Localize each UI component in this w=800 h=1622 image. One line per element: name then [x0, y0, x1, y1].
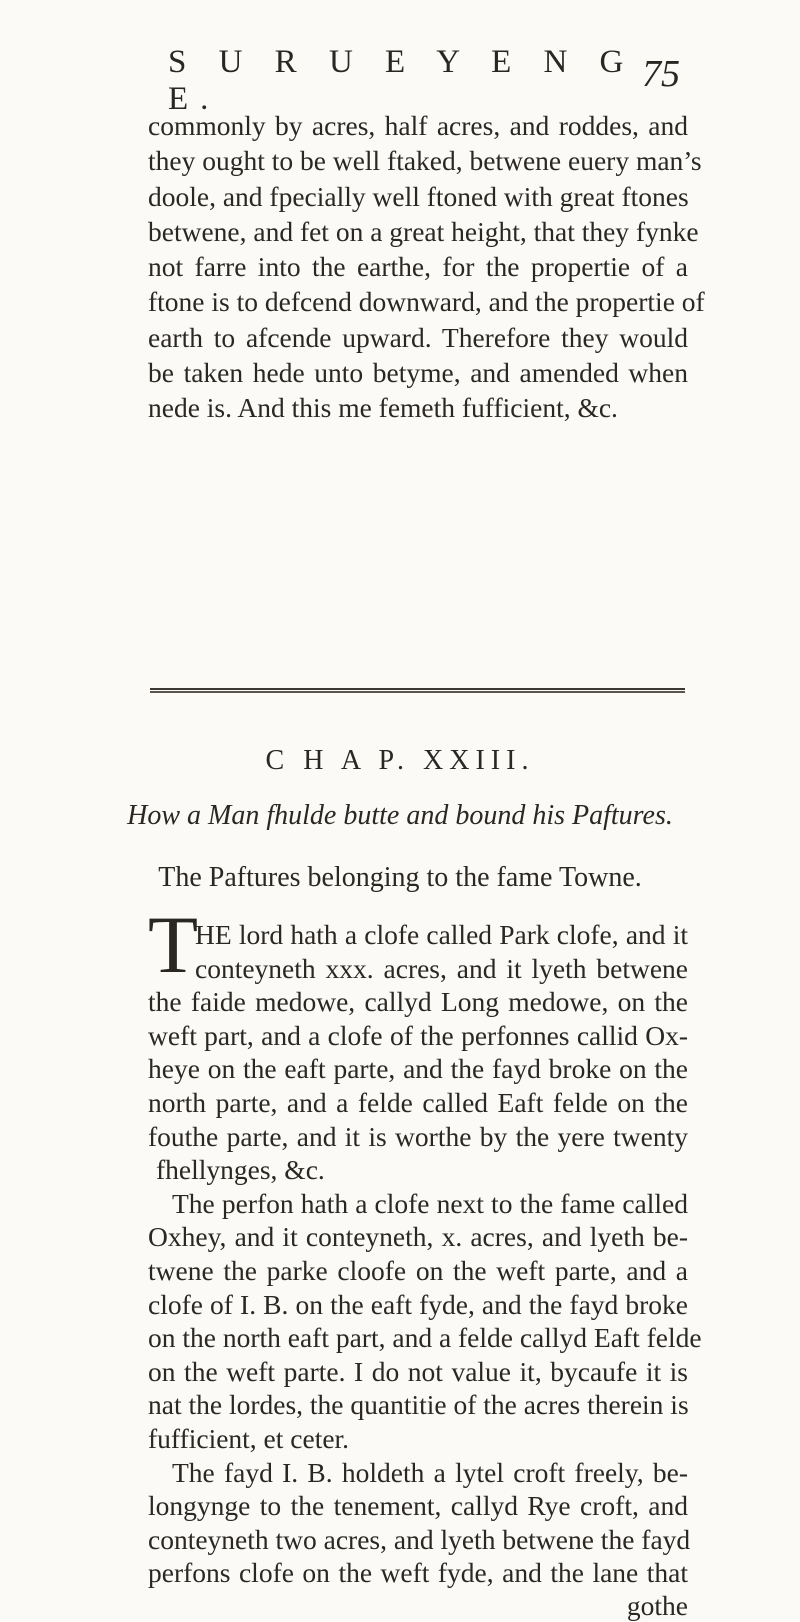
text-line: be taken hede unto betyme, and amended when [148, 357, 688, 389]
text-line: betwene, and fet on a great height, that they fynke [148, 215, 699, 247]
text-line: ftone is to defcend downward, and the propertie of [148, 286, 705, 318]
text-line: weft part, and a clofe of the perfonnes callid Ox- [148, 1019, 688, 1051]
text-line: twene the parke cloofe on the weft parte, and a [148, 1254, 688, 1286]
section-title: The Paftures belonging to the fame Towne. [158, 862, 642, 893]
catchword: gothe [626, 1590, 688, 1621]
text-line: heye on the eaft parte, and the fayd broke on the [148, 1053, 688, 1085]
text-line: longynge to the tenement, callyd Rye croft, and [148, 1490, 688, 1522]
text-line: The perfon hath a clofe next to the fame called [172, 1187, 688, 1219]
text-line: Oxhey, and it conteyneth, x. acres, and lyeth be- [148, 1221, 688, 1253]
text-line: not farre into the earthe, for the propertie of a [148, 251, 688, 283]
text-line: The fayd I. B. holdeth a lytel croft freely, be- [172, 1456, 688, 1488]
running-head [168, 38, 688, 117]
text-line: conteyneth xxx. acres, and it lyeth betwene [195, 952, 688, 984]
drop-cap: T [148, 899, 199, 990]
text-line: the faide medowe, callyd Long medowe, on the [148, 986, 688, 1018]
text-line: fouthe parte, and it is worthe by the yere twenty [148, 1120, 688, 1152]
third-paragraph [148, 1456, 691, 1590]
text-line: perfons clofe on the weft fyde, and the lane that [148, 1557, 688, 1589]
text-line: fhellynges, &c. [156, 1154, 325, 1186]
text-line: commonly by acres, half acres, and roddes, and [148, 110, 688, 141]
text-line: HE lord hath a clofe called Park clofe, and it [195, 919, 688, 950]
first-paragraph [148, 918, 688, 1187]
section-divider-rule [150, 688, 685, 693]
text-line: nede is. And this me femeth fufficient, &c. [148, 392, 618, 424]
running-title: S U R U E Y E N G E. [168, 44, 636, 117]
second-paragraph-lines [148, 1187, 702, 1456]
text-line: they ought to be well ftaked, betwene euery man’s [148, 145, 702, 177]
text-line: on the weft parte. I do not value it, bycaufe it is [148, 1355, 688, 1387]
text-line: doole, and fpecially well ftoned with great ftones [148, 180, 689, 212]
chapter-heading: C H A P. XXIII. [265, 745, 535, 776]
text-line: on the north eaft part, and a felde callyd Eaft felde [148, 1322, 702, 1354]
opening-paragraph [148, 108, 705, 426]
page-number: 75 [642, 53, 680, 95]
text-line: fufficient, et ceter. [148, 1422, 350, 1454]
text-line: clofe of I. B. on the eaft fyde, and the fayd broke [148, 1288, 688, 1320]
text-line: conteyneth two acres, and lyeth betwene the fayd [148, 1523, 691, 1555]
text-line: earth to afcende upward. Therefore they would [148, 321, 688, 353]
text-line: north parte, and a felde called Eaft felde on the [148, 1086, 688, 1118]
text-line: nat the lordes, the quantitie of the acres therein is [148, 1389, 689, 1421]
chapter-subtitle: How a Man fhulde butte and bound his Paftures. [127, 800, 673, 831]
